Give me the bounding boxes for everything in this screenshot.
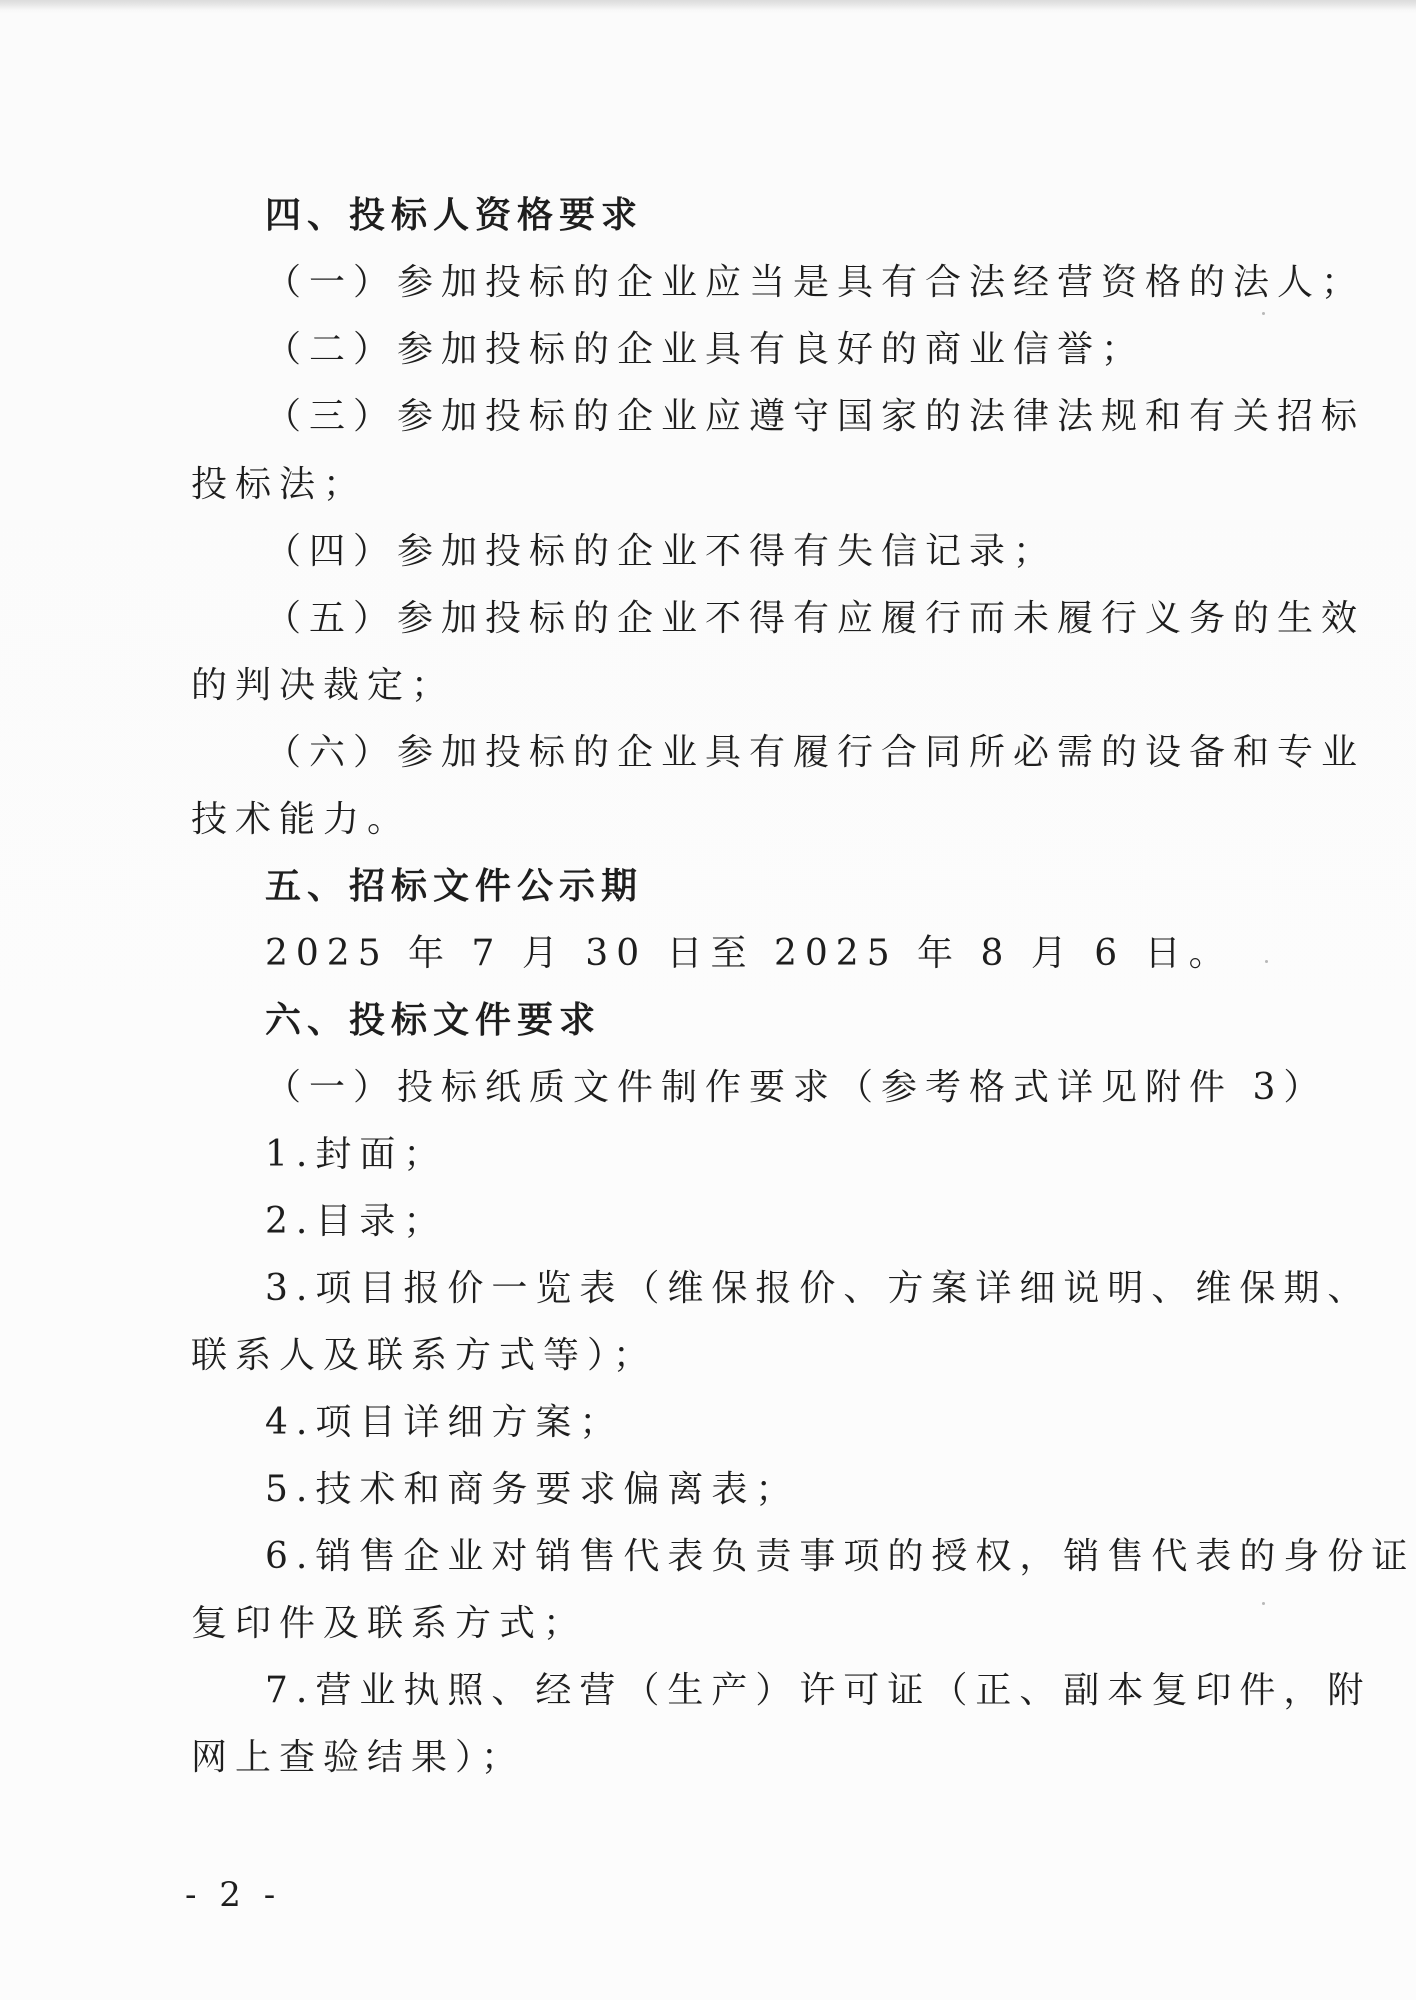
scan-speck xyxy=(1262,1602,1265,1605)
paragraph-line: 投标法； xyxy=(191,464,368,505)
scan-speck xyxy=(1262,312,1265,315)
paragraph-line: 2025 年 7 月 30 日至 2025 年 8 月 6 日。 xyxy=(265,933,1233,974)
paragraph-line: 的判决裁定； xyxy=(191,665,456,706)
list-item-continuation: 复印件及联系方式； xyxy=(191,1603,588,1644)
scan-edge-shadow xyxy=(0,0,1416,10)
paragraph-line: （六）参加投标的企业具有履行合同所必需的设备和专业 xyxy=(265,732,1366,773)
paragraph-line: （一）参加投标的企业应当是具有合法经营资格的法人； xyxy=(265,262,1366,303)
section-heading-bid-document-requirements: 六、投标文件要求 xyxy=(265,1000,602,1041)
page-number: - 2 - xyxy=(185,1875,282,1915)
list-item: 1.封面； xyxy=(265,1134,448,1175)
list-item: 7.营业执照、经营（生产）许可证（正、副本复印件，附 xyxy=(265,1670,1372,1711)
list-item: 5.技术和商务要求偏离表； xyxy=(265,1469,800,1510)
scan-speck xyxy=(1265,960,1268,963)
list-item-continuation: 网上查验结果）； xyxy=(191,1737,526,1778)
paragraph-line: （三）参加投标的企业应遵守国家的法律法规和有关招标 xyxy=(265,396,1366,437)
paragraph-line: 技术能力。 xyxy=(191,799,412,840)
list-item: 2.目录； xyxy=(265,1201,448,1242)
list-item: 3.项目报价一览表（维保报价、方案详细说明、维保期、 xyxy=(265,1268,1372,1309)
list-item-continuation: 联系人及联系方式等）； xyxy=(191,1335,658,1376)
section-heading-bidder-qualifications: 四、投标人资格要求 xyxy=(265,195,644,236)
list-item: 4.项目详细方案； xyxy=(265,1402,624,1443)
paragraph-line: （二）参加投标的企业具有良好的商业信誉； xyxy=(265,329,1146,370)
paragraph-line: （四）参加投标的企业不得有失信记录； xyxy=(265,531,1058,572)
paragraph-line: （一）投标纸质文件制作要求（参考格式详见附件 3） xyxy=(265,1067,1328,1108)
paragraph-line: （五）参加投标的企业不得有应履行而未履行义务的生效 xyxy=(265,598,1366,639)
section-heading-publicity-period: 五、招标文件公示期 xyxy=(265,866,644,907)
list-item: 6.销售企业对销售代表负责事项的授权，销售代表的身份证 xyxy=(265,1536,1416,1577)
